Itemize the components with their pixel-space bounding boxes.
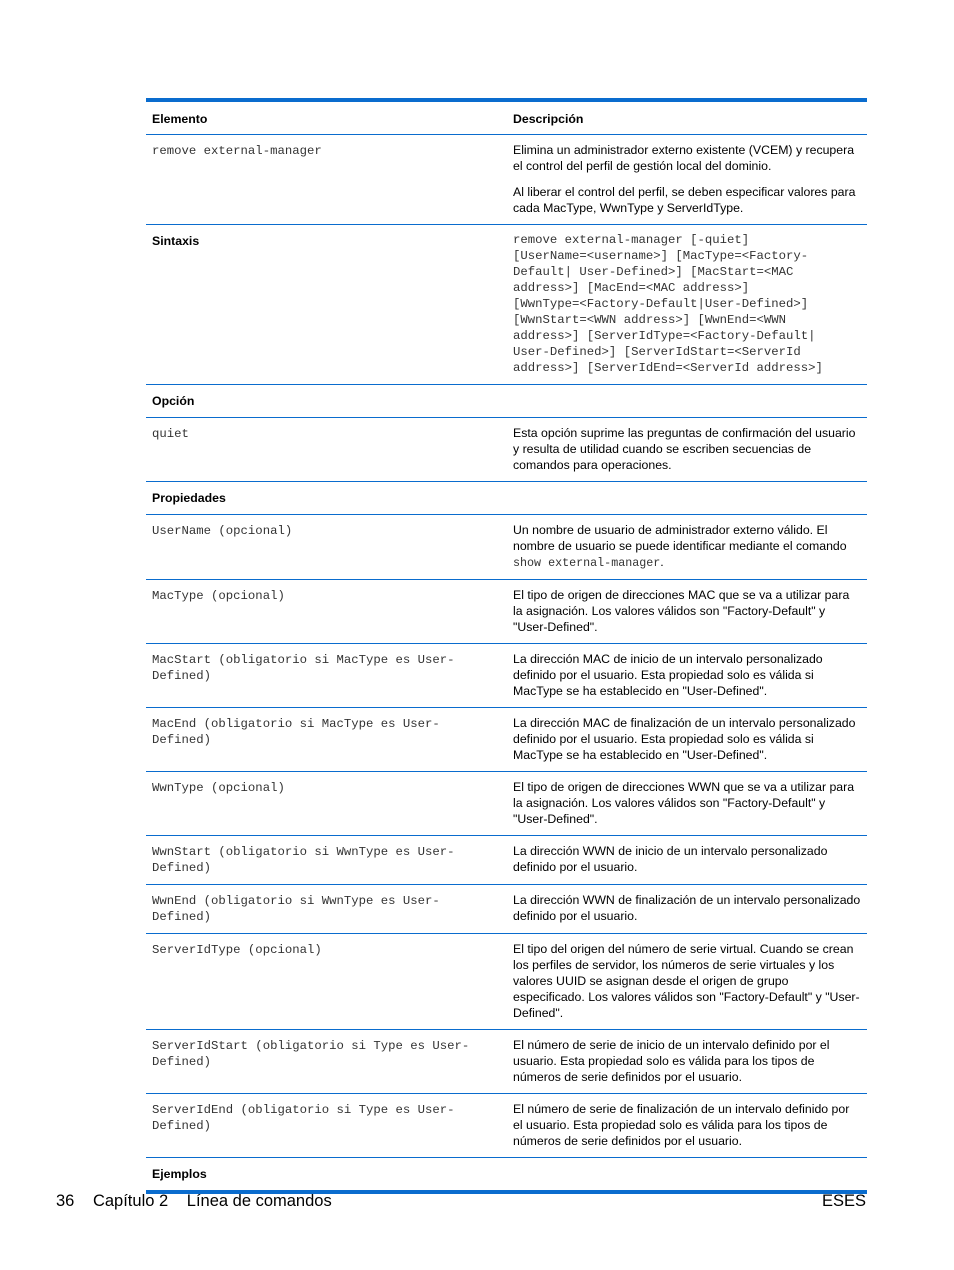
- table-row-examples-section: [146, 1158, 867, 1193]
- table-row-property: [146, 580, 867, 644]
- chapter-label: Capítulo 2: [92, 1192, 169, 1210]
- table-row-property: [146, 644, 867, 708]
- command-description-2: Al liberar el control del perfil, se deben especificar valores para cada MacType, WwnType y ServerIdType.: [513, 185, 856, 215]
- properties-section-label: Propiedades: [152, 491, 226, 505]
- option-section-empty: [507, 385, 867, 418]
- page-footer-left: [56, 1191, 332, 1211]
- table-row-syntax: [146, 225, 867, 385]
- table-row-property: [146, 1030, 867, 1094]
- property-description: El número de serie de finalización de un intervalo definido por el usuario. Esta propiedad solo es válida para los tipos de números de serie definidos por el usuario.: [513, 1102, 850, 1148]
- table-row-property: [146, 708, 867, 772]
- property-name: MacType (opcional): [152, 589, 285, 603]
- property-description: El tipo de origen de direcciones WWN que se va a utilizar para la asignación. Los valores válidos son "Factory-Default" y "User-Defined".: [513, 780, 855, 826]
- property-description: La dirección WWN de inicio de un intervalo personalizado definido por el usuario.: [513, 844, 828, 874]
- table-row-quiet: [146, 418, 867, 482]
- chapter-title: Línea de comandos: [186, 1192, 332, 1210]
- property-name: WwnEnd (obligatorio si WwnType es User- Defined): [152, 894, 440, 924]
- table-row-properties-section: [146, 482, 867, 515]
- table-row-property: [146, 934, 867, 1030]
- table-row-username: [146, 515, 867, 580]
- command-description: [507, 135, 867, 225]
- examples-section-label: Ejemplos: [152, 1167, 207, 1181]
- property-description: El número de serie de inicio de un intervalo definido por el usuario. Esta propiedad solo es válida para los tipos de números de serie definidos por el usuario.: [513, 1038, 830, 1084]
- locale-code: ESES: [821, 1192, 866, 1210]
- username-description-end: .: [660, 555, 664, 569]
- property-description: La dirección MAC de finalización de un intervalo personalizado definido por el usuario. Esta propiedad solo es válida si MacType se ha establecido en "User-Defined".: [513, 716, 856, 762]
- username-description-text: Un nombre de usuario de administrador externo válido. El nombre de usuario se puede identificar mediante el comando: [513, 523, 847, 553]
- username-property: UserName (opcional): [152, 524, 293, 538]
- table-row-property: [146, 772, 867, 836]
- property-description: El tipo del origen del número de serie virtual. Cuando se crean los perfiles de servidor, los números de serie virtuales y los valores UUID se asignan desde el origen de grupo especificado. Los valores válidos son "Factory-Default" y "User-Defined".: [513, 942, 860, 1020]
- property-name: ServerIdStart (obligatorio si Type es User- Defined): [152, 1039, 470, 1069]
- syntax-label: Sintaxis: [152, 234, 200, 248]
- property-name: ServerIdType (opcional): [152, 943, 322, 957]
- username-description: [507, 515, 867, 580]
- table-row-option-section: [146, 385, 867, 418]
- property-description: La dirección MAC de inicio de un intervalo personalizado definido por el usuario. Esta propiedad solo es válida si MacType se ha establecido en "User-Defined".: [513, 652, 823, 698]
- command-name: remove external-manager: [152, 144, 322, 158]
- table-row-property: [146, 1094, 867, 1158]
- properties-section-empty: [507, 482, 867, 515]
- examples-section-empty: [507, 1158, 867, 1193]
- property-name: ServerIdEnd (obligatorio si Type es User- Defined): [152, 1103, 455, 1133]
- syntax-value: remove external-manager [-quiet] [UserName=<username>] [MacType=<Factory- Default| User-Defined>] [MacStart=<MAC address>] [MacEnd=<MAC address>] [WwnType=<Factory-Default|User-Defined>] [WwnStart=<WWN address>] [WwnEnd=<WWN address>] [ServerIdType=<Factory-Default| User-Defined>] [ServerIdStart=<ServerId address>] [ServerIdEnd=<ServerId address>]: [513, 233, 823, 375]
- option-section-label: Opción: [152, 394, 195, 408]
- header-description: Descripción: [513, 112, 584, 126]
- quiet-description: Esta opción suprime las preguntas de confirmación del usuario y resulta de utilidad cuando se escriben secuencias de comandos para operaciones.: [513, 426, 856, 472]
- table-row-command: [146, 135, 867, 225]
- table-row-property: [146, 885, 867, 934]
- quiet-option: quiet: [152, 427, 189, 441]
- property-description: La dirección WWN de finalización de un intervalo personalizado definido por el usuario.: [513, 893, 861, 923]
- property-name: MacStart (obligatorio si MacType es User- Defined): [152, 653, 455, 683]
- table-header-row: [146, 100, 867, 135]
- property-name: MacEnd (obligatorio si MacType es User- Defined): [152, 717, 440, 747]
- table-row-property: [146, 836, 867, 885]
- property-name: WwnStart (obligatorio si WwnType es User- Defined): [152, 845, 455, 875]
- command-reference-table: [146, 98, 867, 1194]
- username-description-code: show external-manager: [513, 556, 661, 570]
- property-name: WwnType (opcional): [152, 781, 285, 795]
- property-description: El tipo de origen de direcciones MAC que se va a utilizar para la asignación. Los valores válidos son "Factory-Default" y "User-Defined".: [513, 588, 850, 634]
- header-element: Elemento: [152, 112, 208, 126]
- page-number: 36: [56, 1192, 75, 1210]
- command-description-1: Elimina un administrador externo existente (VCEM) y recupera el control del perfil de gestión local del dominio.: [513, 143, 855, 173]
